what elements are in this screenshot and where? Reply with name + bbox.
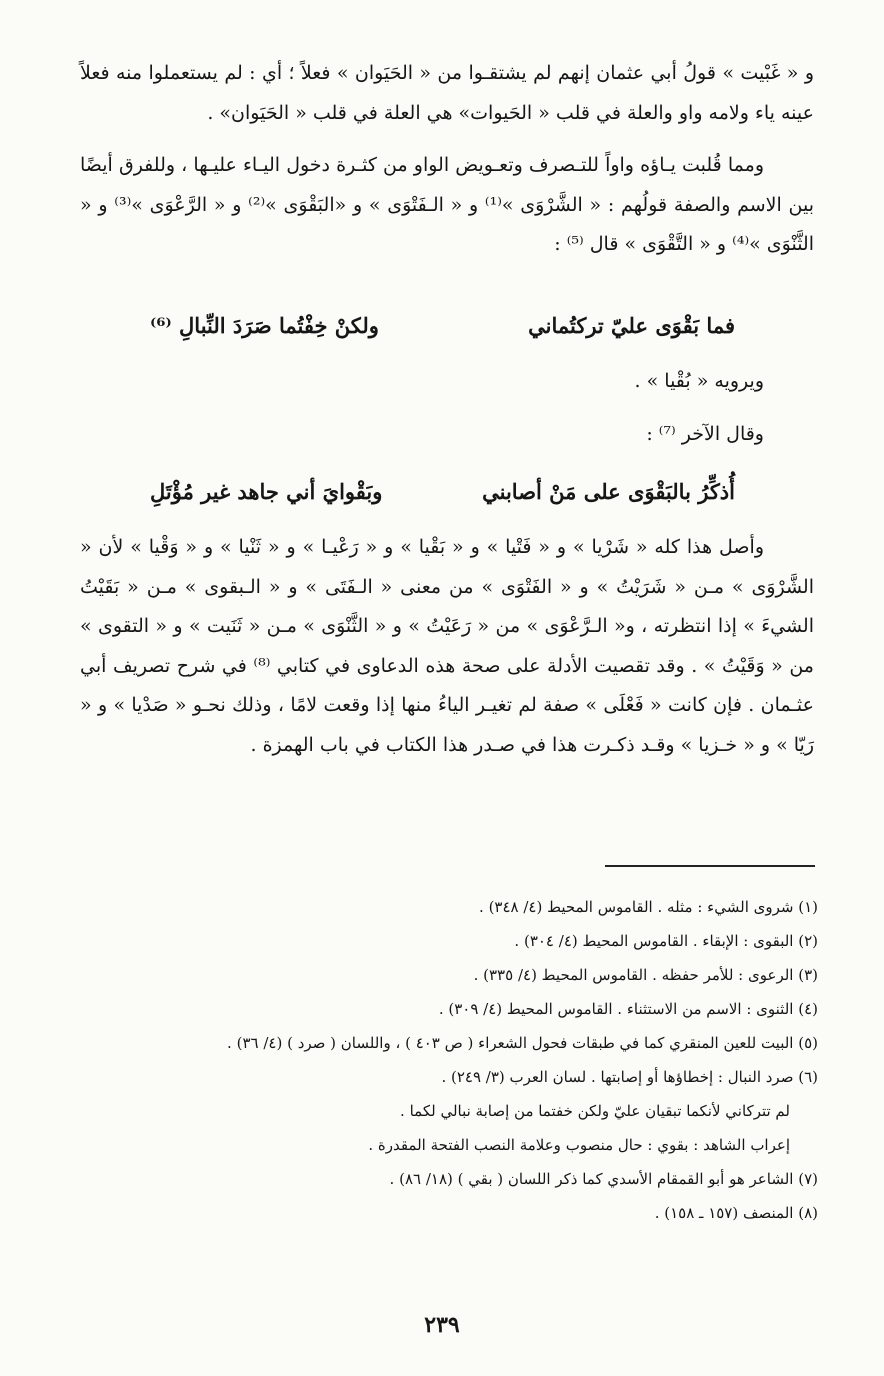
- verse-hemistich: أُذكِّرُ بالبَقْوَى على مَنْ أصابني: [482, 478, 735, 504]
- body-text-mid: [80, 362, 814, 454]
- footnote: (٥) البيت للعين المنقري كما في طبقات فحول الشعراء ( ص ٤٠٣ ) ، واللسان ( صرد ) (٤/ ٣٦) .: [227, 1034, 818, 1052]
- paragraph: وقال الآخر ⁽⁷⁾ :: [646, 422, 764, 445]
- page-number: ٢٣٩: [424, 1312, 460, 1338]
- body-text-top: [80, 54, 814, 265]
- footnote: (١) شروى الشيء : مثله . القاموس المحيط (٤/ ٣٤٨) .: [479, 898, 818, 916]
- paragraph: و « غَبْيت » قولُ أبي عثمان إنهم لم يشتقـوا من « الحَيَوان » فعلاً ؛ أي : لم يستعملوا منه فعلاً عينه ياء ولامه واو والعلة في قلب « الحَيوات» هي العلة في قلب « الحَيَوان» .: [80, 62, 814, 124]
- footnotes: [70, 890, 818, 1230]
- verse-line: [150, 468, 735, 514]
- footnote: (٤) الثنوى : الاسم من الاستثناء . القاموس المحيط (٤/ ٣٠٩) .: [438, 1000, 818, 1018]
- verse-hemistich: فما بَقْوَى عليّ تركتُماني: [528, 312, 735, 338]
- verse-hemistich: ولكنْ خِفْتُما صَرَدَ النِّبالِ ⁽⁶⁾: [150, 312, 379, 338]
- paragraph: ويرويه « بُقْيا » .: [634, 370, 764, 392]
- paragraph: ومما قُلبت يـاؤه واواً للتـصرف وتعـويض الواو من كثـرة دخول اليـاء عليـها ، وللفرق أيضًا بين الاسم والصفة قولُهم : « الشَّرْوَى »⁽¹⁾ و « الـفَتْوَى » و «البَقْوَى »⁽²⁾ و « الرَّعْوَى »⁽³⁾ و « الثَّنْوَى »⁽⁴⁾ و « التَّقْوَى » قال ⁽⁵⁾ :: [80, 154, 815, 255]
- footnote-continuation: لم تتركاني لأنكما تبقيان عليّ ولكن خفتما من إصابة نبالي لكما .: [400, 1102, 790, 1120]
- footnote: (٦) صرد النبال : إخطاؤها أو إصابتها . لسان العرب (٣/ ٢٤٩) .: [441, 1068, 818, 1086]
- footnote: (٨) المنصف (١٥٧ ـ ١٥٨) .: [654, 1204, 818, 1222]
- footnote-continuation: إعراب الشاهد : بقوي : حال منصوب وعلامة النصب الفتحة المقدرة .: [368, 1136, 790, 1154]
- verse-hemistich: وبَقْوايَ أني جاهد غير مُؤْتَلِ: [150, 478, 383, 504]
- body-text-main: [80, 528, 814, 765]
- footnote: (٧) الشاعر هو أبو القمقام الأسدي كما ذكر اللسان ( بقي ) (١٨/ ٨٦) .: [389, 1170, 818, 1188]
- footnote: (٣) الرعوى : للأمر حفظه . القاموس المحيط (٤/ ٣٣٥) .: [473, 966, 818, 984]
- verse-line: [150, 302, 735, 348]
- paragraph: وأصل هذا كله « شَرْيا » و « فَتْيا » و « بَقْيا » و « رَعْيـا » و « ثَنْيا » و « وَقْيا » لأن « الشَّرْوَى » مـن « شَرَيْتُ » و « الفَتْوَى » من معنى « الـفَتَى » و « الـبقوى » مـن « بَقَيْتُ الشيءَ » إذا انتظرته ، و« الـرَّعْوَى » من « رَعَيْتُ » و « الثَّنْوَى » مـن « ثَنَيت » و « التقوى » من « وَقَيْتُ » . وقد تقصيت الأدلة على صحة هذه الدعاوى في كتابي ⁽⁸⁾ في شرح تصريف أبي عثـمان . فإن كانت « فَعْلَى » صفة لم تغيـر الياءُ منها إذا وقعت لامًا ، وذلك نحـو « صَدْيا » و « رَيّا » و « خـزيا » وقـد ذكـرت هذا في صـدر هذا الكتاب في باب الهمزة .: [80, 536, 814, 756]
- footnote: (٢) البقوى : الإبقاء . القاموس المحيط (٤/ ٣٠٤) .: [514, 932, 818, 950]
- footnote-separator: [605, 865, 815, 867]
